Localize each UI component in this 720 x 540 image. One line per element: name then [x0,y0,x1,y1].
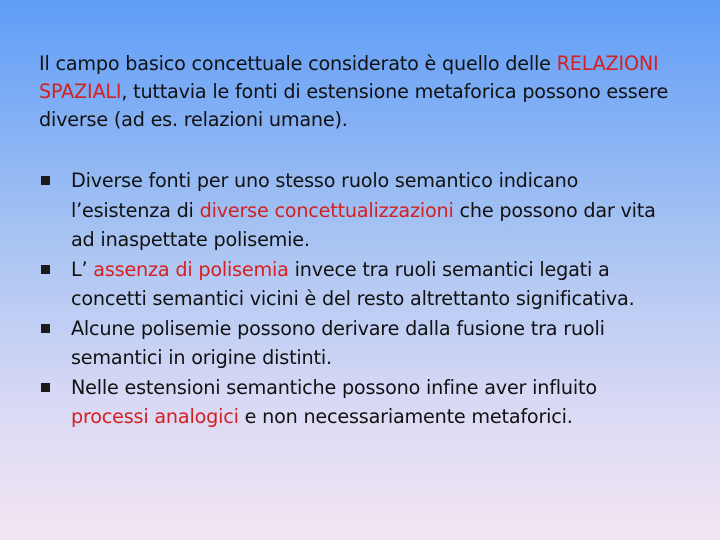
intro-highlight: RELAZIONI SPAZIALI [39,52,659,103]
intro-paragraph [39,50,679,134]
bullet-highlight: assenza di polisemia [93,257,289,281]
square-bullet-icon [41,383,50,392]
square-bullet-icon [41,324,50,333]
intro-text-start: Il campo basico concettuale considerato è quello delle [39,52,557,75]
square-bullet-icon [41,176,50,185]
bullet-list [39,166,679,432]
bullet-highlight: processi analogici [71,405,239,428]
bullet-item [39,255,679,314]
bullet-item [39,314,679,373]
bullet-text-end: e non necessariamente metaforici. [238,405,573,428]
bullet-item [39,373,679,432]
bullet-text-end: invece tra ruoli semantici legati a concetti semantici vicini è del resto altrettanto significativa. [71,257,635,310]
bullet-text-start: Alcune polisemie possono derivare dalla fusione tra ruoli semantici in origine distinti. [71,316,605,369]
bullet-text-start: L’ [71,257,94,281]
bullet-text-start: Nelle estensioni semantiche possono infine aver influito [71,375,597,399]
intro-text-end: , tuttavia le fonti di estensione metaforica possono essere diverse (ad es. relazioni umane). [39,80,669,131]
bullet-item [39,166,679,255]
bullet-highlight: diverse concettualizzazioni [199,198,454,222]
bullet-text-start: Diverse fonti per uno stesso ruolo semantico indicano l’esistenza di [71,169,579,222]
square-bullet-icon [41,265,50,274]
bullet-text-end: che possono dar vita ad inaspettate polisemie. [71,198,656,251]
